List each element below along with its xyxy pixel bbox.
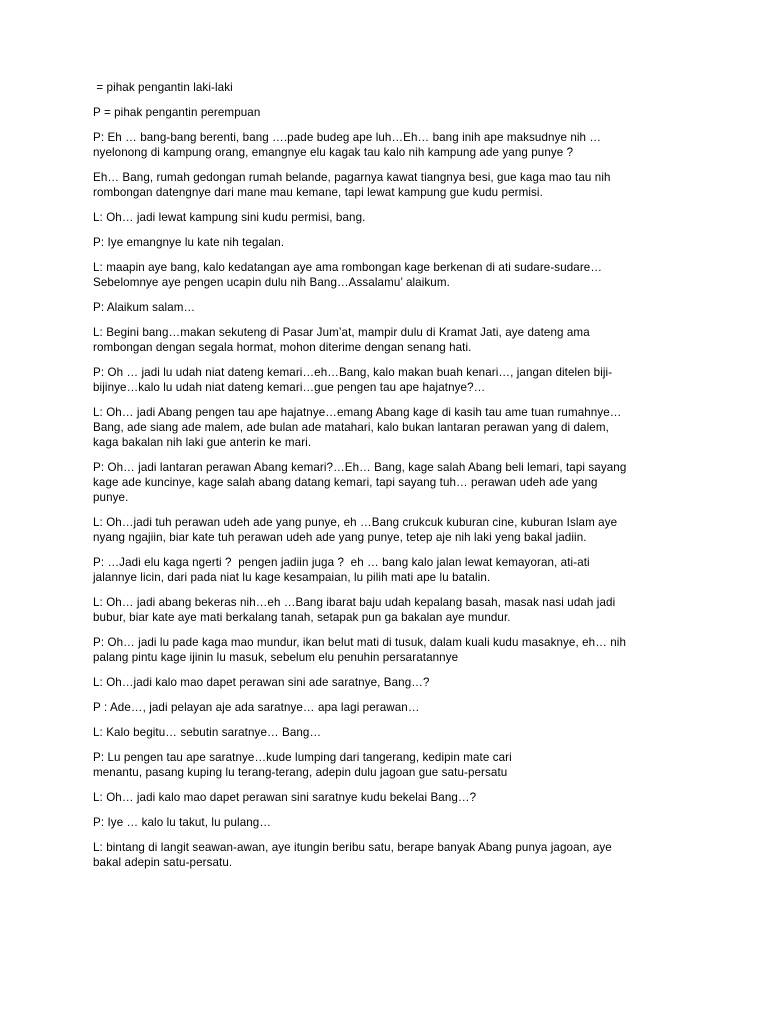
paragraph: L: bintang di langit seawan-awan, aye itungin beribu satu, berape banyak Abang punya jagoan, aye bakal adepin satu-persatu.	[93, 841, 612, 869]
paragraph: P = pihak pengantin perempuan	[93, 106, 261, 119]
paragraph: Eh… Bang, rumah gedongan rumah belande, pagarnya kawat tiangnya besi, gue kaga mao tau nih rombongan datengnye dari mane mau kemane, tapi lewat kampung gue kudu permisi.	[93, 171, 611, 199]
paragraph: P: Oh… jadi lu pade kaga mao mundur, ikan belut mati di tusuk, dalam kuali kudu masaknye, eh… nih palang pintu kage ijinin lu masuk, sebelum elu penuhin persaratannye	[93, 636, 626, 664]
document-body	[93, 80, 683, 880]
paragraph: L: Oh…jadi kalo mao dapet perawan sini ade saratnye, Bang…?	[93, 676, 430, 689]
paragraph: P: Eh … bang-bang berenti, bang ….pade budeg ape luh…Eh… bang inih ape maksudnye nih … nyelonong di kampung orang, emangnye elu kagak tau kalo nih kampung ade yang punye ?	[93, 131, 602, 159]
paragraph: P : Ade…, jadi pelayan aje ada saratnye… apa lagi perawan…	[93, 701, 420, 714]
paragraph: P: Iye emangnye lu kate nih tegalan.	[93, 236, 285, 249]
paragraph: P: Oh… jadi lantaran perawan Abang kemari?…Eh… Bang, kage salah Abang beli lemari, tapi sayang kage ade kuncinye, kage salah abang datang kemari, tapi sayang tuh… perawan udeh ade yang punye.	[93, 461, 627, 504]
paragraph: P: Oh … jadi lu udah niat dateng kemari…eh…Bang, kalo makan buah kenari…, jangan ditelen biji- bijinye…kalo lu udah niat dateng kemari…gue pengen tau ape hajatnye?…	[93, 366, 613, 394]
paragraph: L: Begini bang…makan sekuteng di Pasar Jum’at, mampir dulu di Kramat Jati, aye dateng ama rombongan dengan segala hormat, mohon diterime dengan senang hati.	[93, 326, 590, 354]
paragraph: L: Oh… jadi lewat kampung sini kudu permisi, bang.	[93, 211, 366, 224]
paragraph: = pihak pengantin laki-laki	[93, 81, 233, 94]
paragraph: L: Kalo begitu… sebutin saratnye… Bang…	[93, 726, 322, 739]
paragraph: P: …Jadi elu kaga ngerti ? pengen jadiin juga ? eh … bang kalo jalan lewat kemayoran, ati-ati jalannye licin, dari pada niat lu kage kesampaian, lu pilih mati ape lu batalin.	[93, 556, 590, 584]
paragraph: L: Oh…jadi tuh perawan udeh ade yang punye, eh …Bang crukcuk kuburan cine, kuburan Islam aye nyang ngajiin, biar kate tuh perawan udeh ade yang punye, tetep aje nih laki yeng bakal jadiin.	[93, 516, 618, 544]
paragraph: L: Oh… jadi Abang pengen tau ape hajatnye…emang Abang kage di kasih tau ame tuan rumahnye… Bang, ade siang ade malem, ade bulan ade matahari, kalo bukan lantaran perawan yang di dalem, kaga bakalan nih laki gue anterin ke mari.	[93, 406, 622, 449]
paragraph: P: Lu pengen tau ape saratnye…kude lumping dari tangerang, kedipin mate cari menantu, pasang kuping lu terang-terang, adepin dulu jagoan gue satu-persatu	[93, 751, 512, 779]
paragraph: P: Alaikum salam…	[93, 301, 196, 314]
paragraph: L: Oh… jadi abang bekeras nih…eh …Bang ibarat baju udah kepalang basah, masak nasi udah jadi bubur, biar kate aye mati berkalang tanah, setapak pun ga bakalan aye mundur.	[93, 596, 616, 624]
paragraph: L: maapin aye bang, kalo kedatangan aye ama rombongan kage berkenan di ati sudare-sudare… Sebelomnye aye pengen ucapin dulu nih Bang…Assalamu’ alaikum.	[93, 261, 603, 289]
paragraph: L: Oh… jadi kalo mao dapet perawan sini saratnye kudu bekelai Bang…?	[93, 791, 477, 804]
paragraph: P: Iye … kalo lu takut, lu pulang…	[93, 816, 272, 829]
